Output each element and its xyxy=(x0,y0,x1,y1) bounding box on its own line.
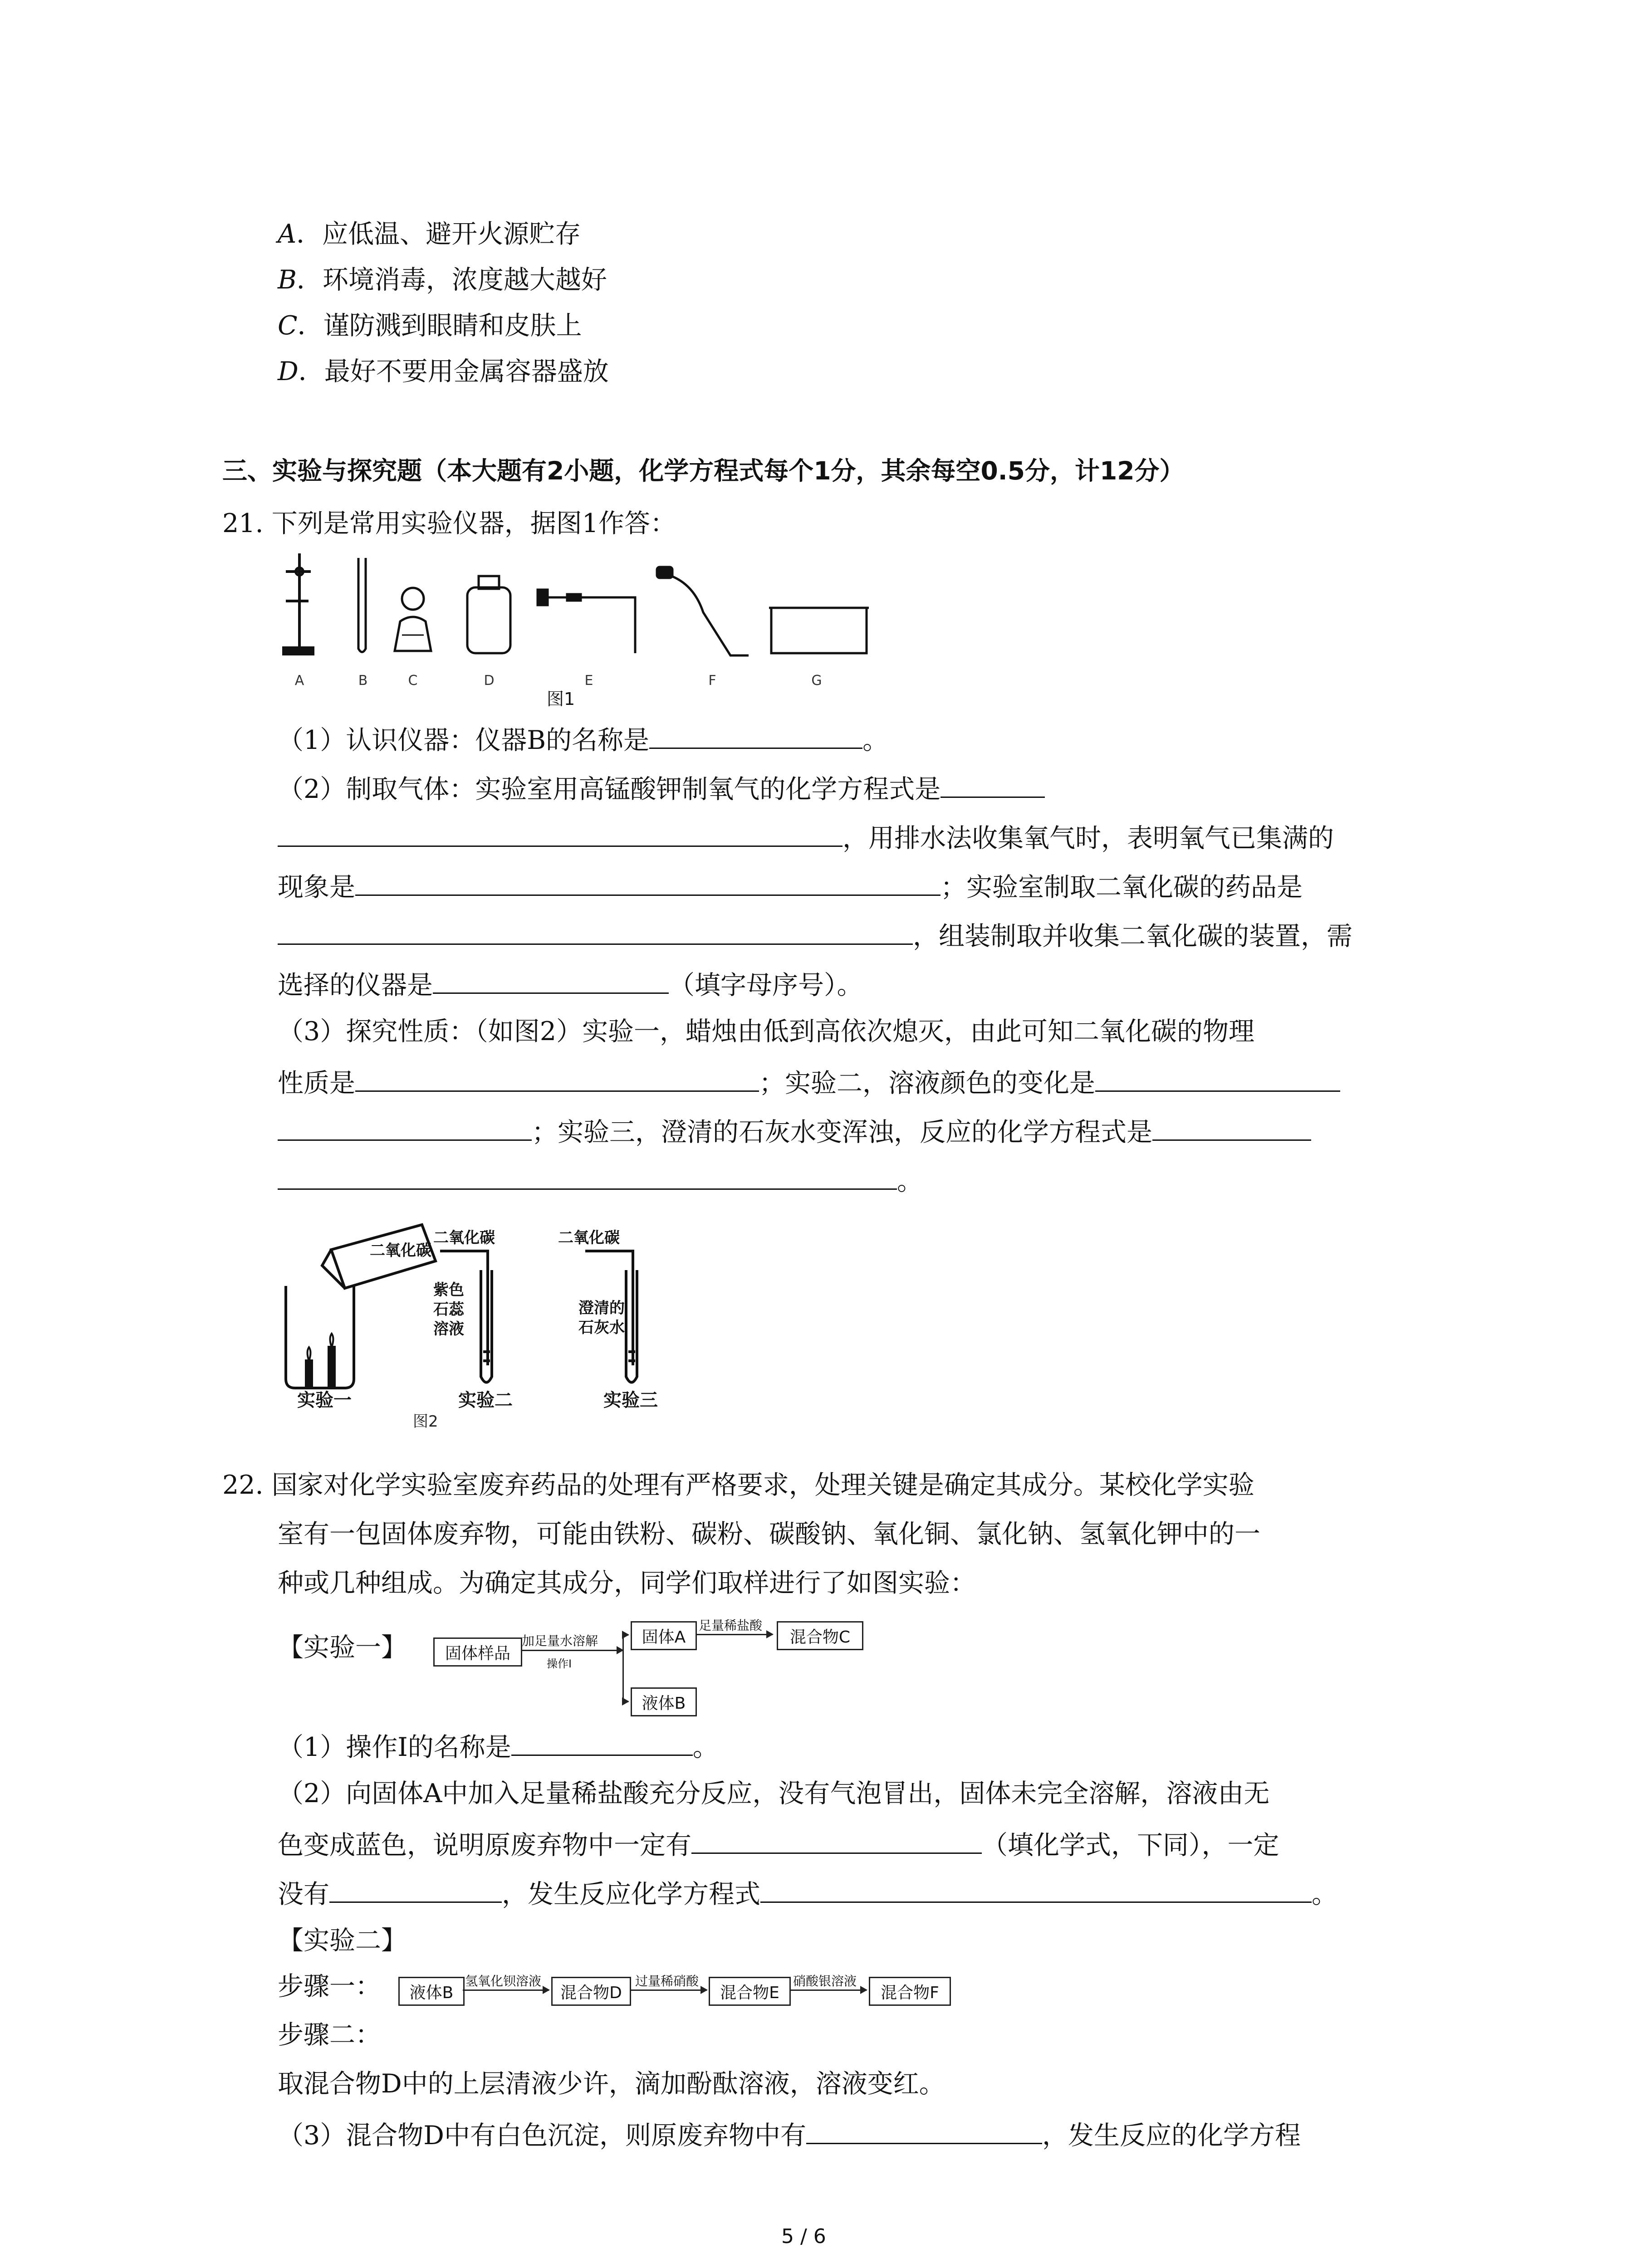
flow-solid-sample: 固体样品 xyxy=(433,1637,522,1667)
answer-blank[interactable] xyxy=(806,2117,1042,2144)
answer-blank[interactable] xyxy=(355,1065,759,1092)
q21-part2f: 选择的仪器是 （填字母序号）。 xyxy=(278,967,863,1001)
flow-branch-line xyxy=(622,1634,624,1702)
flow-liquid-b: 液体B xyxy=(631,1687,697,1716)
figure-2-caption: 图2 xyxy=(413,1413,438,1431)
fig1-label: B xyxy=(358,673,368,689)
option-d: D．最好不要用金属容器盛放 xyxy=(278,357,609,386)
flow-arrow xyxy=(630,1989,707,1991)
experiment-2-label: 【实验二】 xyxy=(278,1926,407,1955)
option-c: C．谨防溅到眼睛和皮肤上 xyxy=(278,311,582,341)
answer-blank[interactable] xyxy=(1152,1114,1311,1141)
q21-intro: 21. 下列是常用实验仪器，据图1作答： xyxy=(222,508,676,538)
step-2-label: 步骤二： xyxy=(278,2020,381,2050)
experiment-label: 实验一 xyxy=(297,1390,352,1411)
option-a: A．应低温、避开火源贮存 xyxy=(278,219,581,249)
answer-blank[interactable] xyxy=(1095,1065,1340,1092)
fig1-label: E xyxy=(584,673,593,689)
fig1-label: D xyxy=(484,673,495,689)
answer-blank[interactable] xyxy=(355,869,941,896)
flow-op-name: 操作I xyxy=(547,1657,572,1670)
flow-mixture-f: 混合物F xyxy=(869,1977,951,2006)
flow-arrow xyxy=(463,1989,549,1991)
answer-blank[interactable] xyxy=(278,1114,532,1141)
q22-part2d: 没有 ，发生反应化学方程式 。 xyxy=(278,1876,1337,1910)
flow-mixture-c: 混合物C xyxy=(777,1621,863,1650)
experiment-label: 实验二 xyxy=(458,1390,513,1411)
answer-blank[interactable] xyxy=(278,1163,897,1190)
answer-blank[interactable] xyxy=(278,820,843,847)
q22-part3: （3）混合物D中有白色沉淀，则原废弃物中有 ，发生反应的化学方程 xyxy=(278,2117,1301,2151)
q21-part2b: ，用排水法收集氧气时，表明氧气已集满的 xyxy=(278,820,1334,854)
flow-liquid-b: 液体B xyxy=(398,1977,465,2006)
beaker-candles-icon xyxy=(286,1286,354,1388)
q21-part3b: 性质是 ；实验二，溶液颜色的变化是 xyxy=(278,1065,1340,1099)
step-2-text: 取混合物D中的上层清液少许，滴加酚酞溶液，溶液变红。 xyxy=(278,2069,945,2099)
co2-label: 二氧化碳 xyxy=(370,1242,431,1260)
iron-stand-icon xyxy=(284,553,313,654)
long-tube-icon xyxy=(657,567,749,655)
q21-part2c: 现象是 ；实验室制取二氧化碳的药品是 xyxy=(278,869,1303,903)
q22-text-3: 种或几种组成。为确定其成分，同学们取样进行了如图实验： xyxy=(278,1568,976,1598)
figure-1-caption: 图1 xyxy=(547,689,575,709)
flow-arrow xyxy=(622,1634,628,1636)
experiment-label: 实验三 xyxy=(603,1390,658,1411)
flow-reagent: 氢氧化钡溶液 xyxy=(465,1974,542,1989)
q21-part2e: ，组装制取并收集二氧化碳的装置，需 xyxy=(278,918,1352,952)
limewater-label: 澄清的 xyxy=(578,1299,625,1317)
fig1-label: A xyxy=(294,673,304,689)
q22-part2a: （2）向固体A中加入足量稀盐酸充分反应，没有气泡冒出，固体未完全溶解，溶液由无 xyxy=(278,1779,1270,1809)
answer-blank[interactable] xyxy=(760,1876,1312,1903)
section-title: 三、实验与探究题（本大题有2小题，化学方程式每个1分，其余每空0.5分，计12分） xyxy=(222,456,1185,485)
delivery-tube-icon xyxy=(538,590,635,653)
flow-mixture-e: 混合物E xyxy=(709,1977,791,2006)
flow-arrow xyxy=(521,1650,623,1651)
q21-part2a: （2）制取气体：实验室用高锰酸钾制氧气的化学方程式是 xyxy=(278,771,1045,805)
co2-label: 二氧化碳 xyxy=(433,1229,495,1247)
answer-blank[interactable] xyxy=(433,967,669,994)
limewater-label: 石灰水 xyxy=(578,1319,625,1337)
flow-arrow xyxy=(789,1989,867,1991)
water-trough-icon xyxy=(769,608,869,653)
fig1-label: G xyxy=(811,673,822,689)
answer-blank[interactable] xyxy=(691,1827,982,1854)
page-number: 5 / 6 xyxy=(781,2225,826,2248)
flow-reagent: 足量稀盐酸 xyxy=(699,1618,763,1633)
answer-blank[interactable] xyxy=(941,771,1045,798)
flow-solid-a: 固体A xyxy=(631,1621,697,1650)
litmus-label: 石蕊 xyxy=(433,1300,464,1319)
flow-reagent: 过量稀硝酸 xyxy=(635,1974,699,1989)
q21-part3e: 。 xyxy=(278,1163,923,1197)
flow-op-dissolve: 加足量水溶解 xyxy=(522,1633,598,1648)
flow-arrow xyxy=(622,1701,628,1702)
figure-1-instruments xyxy=(277,544,876,699)
alcohol-lamp-icon xyxy=(395,588,431,651)
co2-label: 二氧化碳 xyxy=(558,1229,620,1247)
fig1-label: C xyxy=(408,673,418,689)
figure-2-experiments xyxy=(277,1216,708,1433)
flow-arrow xyxy=(696,1634,773,1635)
q21-part1: （1）认识仪器：仪器B的名称是 。 xyxy=(278,722,888,756)
answer-blank[interactable] xyxy=(511,1729,693,1756)
answer-blank[interactable] xyxy=(329,1876,502,1903)
step-1-label: 步骤一： xyxy=(278,1971,381,2001)
q21-part3a: （3）探究性质：（如图2）实验一，蜡烛由低到高依次熄灭，由此可知二氧化碳的物理 xyxy=(278,1017,1255,1046)
option-b: B．环境消毒，浓度越大越好 xyxy=(278,265,607,295)
gas-bottle-icon xyxy=(467,576,510,653)
answer-blank[interactable] xyxy=(649,722,862,749)
q22-part1: （1）操作Ⅰ的名称是 。 xyxy=(278,1729,719,1763)
fig1-label: F xyxy=(708,673,716,689)
litmus-label: 溶液 xyxy=(433,1320,464,1338)
flow-reagent: 硝酸银溶液 xyxy=(793,1974,857,1989)
flow-mixture-d: 混合物D xyxy=(551,1977,631,2006)
litmus-label: 紫色 xyxy=(433,1281,464,1299)
q22-text-1: 22. 国家对化学实验室废弃药品的处理有严格要求，处理关键是确定其成分。某校化学实验 xyxy=(222,1470,1254,1500)
q22-part2b: 色变成蓝色，说明原废弃物中一定有 （填化学式，下同），一定 xyxy=(278,1827,1279,1861)
answer-blank[interactable] xyxy=(278,918,913,945)
q22-text-2: 室有一包固体废弃物，可能由铁粉、碳粉、碳酸钠、氧化铜、氯化钠、氢氧化钾中的一 xyxy=(278,1519,1260,1549)
test-tube-icon xyxy=(358,558,366,652)
experiment-1-label: 【实验一】 xyxy=(278,1633,407,1662)
q21-part3d: ；实验三，澄清的石灰水变浑浊，反应的化学方程式是 xyxy=(278,1114,1311,1148)
